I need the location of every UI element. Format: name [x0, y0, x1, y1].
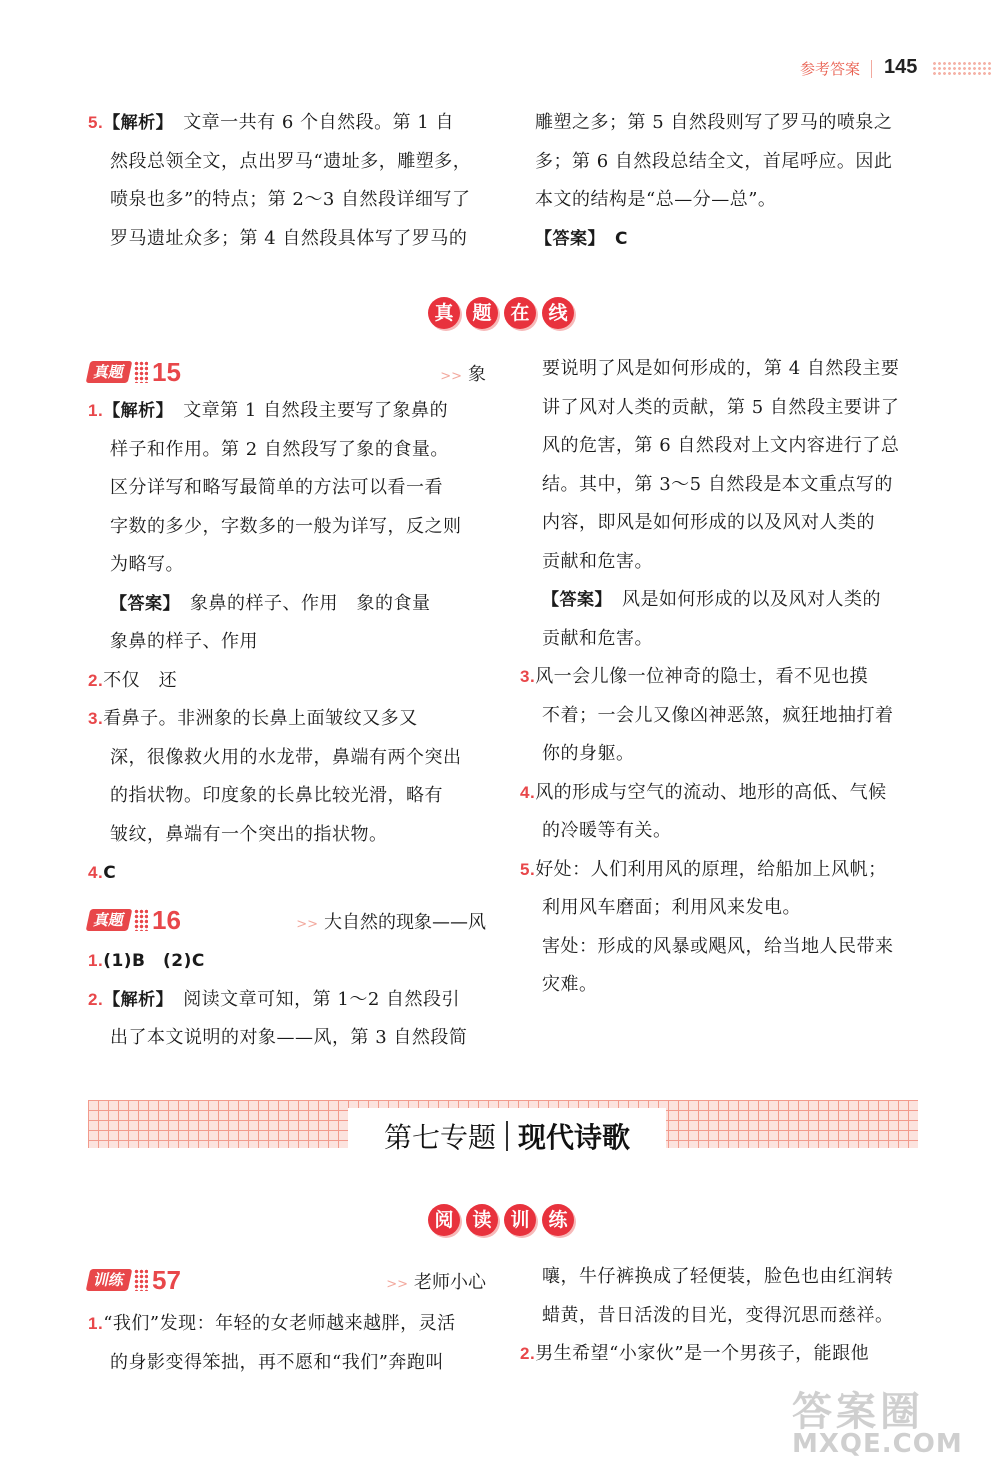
test-number: 15: [152, 356, 181, 387]
q1-line: 文章第 1 自然段主要写了象鼻的: [183, 400, 449, 421]
q2-text: 不仅 还: [103, 669, 178, 691]
q4-line: 的冷暖等有关。: [542, 820, 672, 841]
banner-char: 读: [466, 1204, 498, 1236]
banner-char: 题: [466, 297, 498, 329]
test-title: 大自然的现象——风: [324, 912, 486, 933]
section-banner-yuedu: [428, 1204, 574, 1236]
q3-number: 3.: [520, 667, 536, 686]
q1-number: 1.: [88, 951, 104, 970]
page-number: 145: [884, 56, 918, 78]
zt16-line: 要说明了风是如何形成的，第 4 自然段主要: [542, 358, 900, 379]
zt15-left-column: [88, 392, 493, 893]
xl57-left-column: [88, 1305, 493, 1382]
q2-number: 2.: [88, 670, 104, 690]
q1-line: 区分详写和略写最简单的方法可以看一看: [110, 477, 443, 498]
q5-line: 然段总领全文，点出罗马“遗址多，雕塑多，: [110, 150, 472, 172]
zt16-left-column: [88, 942, 493, 1058]
training-title-57: [330, 1268, 486, 1294]
q5-answer: C: [615, 228, 628, 249]
q3-line: 看鼻子。非洲象的长鼻上面皱纹又多又: [103, 708, 418, 729]
arrow-icon: >>: [440, 369, 462, 384]
q4-line: 风的形成与空气的流动、地形的高低、气候: [535, 781, 887, 803]
q2-number: 2.: [520, 1344, 536, 1363]
q3-number: 3.: [88, 709, 104, 728]
q1-line: 蜡黄，昔日活泼的目光，变得沉思而慈祥。: [542, 1304, 894, 1326]
zt16-answer-tag: 【答案】: [542, 590, 604, 610]
test-tag-16: [88, 906, 181, 934]
test-title-15: [380, 360, 486, 386]
q5-harm-line: 灾难。: [542, 974, 598, 995]
arrow-icon: >>: [386, 1277, 408, 1292]
tag-dots: [134, 361, 148, 383]
training-title: 老师小心: [414, 1272, 486, 1293]
q5-line: 利用风车磨面；利用风来发电。: [542, 897, 801, 918]
q2-analysis-tag: 【解析】: [103, 989, 165, 1010]
q5-left-column: [88, 104, 493, 258]
watermark-text: 答案圈: [792, 1389, 924, 1435]
zt16-answer: 贡献和危害。: [542, 627, 653, 649]
training-tag-57: [88, 1266, 181, 1294]
chapter-title: [348, 1116, 666, 1156]
q1-number: 1.: [88, 1314, 104, 1333]
zt16-line: 贡献和危害。: [542, 550, 653, 572]
banner-char: 练: [542, 1204, 574, 1236]
q4-number: 4.: [520, 782, 536, 802]
q5-line: 本文的结构是“总—分—总”。: [535, 189, 777, 210]
q1-line: 嚷，牛仔裤换成了轻便装，脸色也由红润转: [542, 1266, 894, 1287]
q5-right-column: [535, 104, 925, 258]
q1-answer-tag: 【答案】: [110, 593, 172, 614]
chapter-name: 现代诗歌: [518, 1121, 631, 1154]
q1-line: 为略写。: [110, 554, 184, 575]
test-title: 象: [468, 364, 486, 385]
banner-char: 在: [504, 297, 536, 329]
test-tag-box: 真题: [86, 361, 133, 383]
banner-char: 真: [428, 297, 460, 329]
q5-line: 好处：人们利用风的原理，给船加上风帆；: [535, 858, 887, 880]
q1-answer: 象鼻的样子、作用 象的食量: [190, 592, 431, 614]
q1-number: 1.: [88, 401, 104, 420]
q5-line: 雕塑之多；第 5 自然段则写了罗马的喷泉之: [535, 112, 893, 133]
q5-analysis-tag: 【解析】: [103, 113, 165, 133]
header-divider: [871, 60, 872, 78]
banner-char: 线: [542, 297, 574, 329]
q1-line: 的身影变得笨拙，再不愿和“我们”奔跑叫: [110, 1351, 444, 1373]
q5-line: 文章一共有 6 个自然段。第 1 自: [183, 112, 454, 133]
section-banner-zhenti: [428, 297, 574, 329]
watermark-domain: MXQE.COM: [792, 1429, 963, 1459]
q1-line: 字数的多少，字数多的一般为详写，反之则: [110, 515, 462, 537]
test-title-16: [250, 908, 486, 934]
q3-line: 的指状物。印度象的长鼻比较光滑，略有: [110, 785, 443, 806]
watermark: [792, 1380, 997, 1459]
zt16-line: 讲了风对人类的贡献，第 5 自然段主要讲了: [542, 396, 900, 418]
chapter-number: 第七专题: [383, 1121, 496, 1154]
zt16-line: 风的危害，第 6 自然段对上文内容进行了总: [542, 435, 900, 456]
q5-number: 5.: [520, 859, 536, 879]
q5-line: 罗马遗址众多；第 4 自然段具体写了罗马的: [110, 227, 468, 249]
q3-line: 不着；一会儿又像凶神恶煞，疯狂地抽打着: [542, 704, 894, 726]
tag-dots: [134, 1269, 148, 1291]
xl57-right-column: [520, 1258, 925, 1374]
training-number: 57: [152, 1264, 181, 1295]
q5-harm-line: 害处：形成的风暴或飓风，给当地人民带来: [542, 935, 894, 957]
test-tag-box: 真题: [86, 909, 133, 931]
q2-line: 男生希望“小家伙”是一个男孩子，能跟他: [535, 1343, 870, 1364]
zt16-line: 结。其中，第 3～5 自然段是本文重点写的: [542, 473, 893, 495]
q2-line: 阅读文章可知，第 1～2 自然段引: [183, 988, 461, 1010]
zt16-line: 内容，即风是如何形成的以及风对人类的: [542, 512, 875, 533]
zt16-right-column: [520, 350, 925, 1005]
q2-line: 出了本文说明的对象——风，第 3 自然段简: [110, 1027, 468, 1048]
banner-char: 阅: [428, 1204, 460, 1236]
q1-answer: (1)B (2)C: [103, 951, 205, 971]
q2-number: 2.: [88, 989, 104, 1009]
q3-line: 你的身躯。: [542, 743, 635, 764]
chapter-divider: [506, 1121, 508, 1151]
q1-line: “我们”发现：年轻的女老师越来越胖，灵活: [103, 1313, 456, 1334]
q4-number: 4.: [88, 863, 104, 882]
test-number: 16: [152, 904, 181, 935]
q1-analysis-tag: 【解析】: [103, 401, 165, 421]
page-header-label: 参考答案: [800, 60, 861, 78]
q3-line: 深，很像救火用的水龙带，鼻端有两个突出: [110, 746, 462, 768]
q1-answer: 象鼻的样子、作用: [110, 631, 258, 652]
q5-line: 喷泉也多”的特点；第 2～3 自然段详细写了: [110, 189, 471, 210]
q5-line: 多；第 6 自然段总结全文，首尾呼应。因此: [535, 150, 893, 172]
q5-number: 5.: [88, 113, 104, 132]
arrow-icon: >>: [296, 917, 318, 932]
test-tag-15: [88, 358, 181, 386]
banner-char: 训: [504, 1204, 536, 1236]
zt16-answer: 风是如何形成的以及风对人类的: [622, 589, 881, 610]
tag-dots: [134, 909, 148, 931]
q4-answer: C: [103, 863, 117, 883]
q3-line: 风一会儿像一位神奇的隐士，看不见也摸: [535, 666, 869, 687]
header-dot-pattern: [932, 61, 992, 77]
test-tag-box: 训练: [86, 1269, 133, 1291]
q1-line: 样子和作用。第 2 自然段写了象的食量。: [110, 438, 449, 460]
q5-answer-tag: 【答案】: [535, 228, 597, 249]
q3-line: 皱纹，鼻端有一个突出的指状物。: [110, 823, 388, 845]
